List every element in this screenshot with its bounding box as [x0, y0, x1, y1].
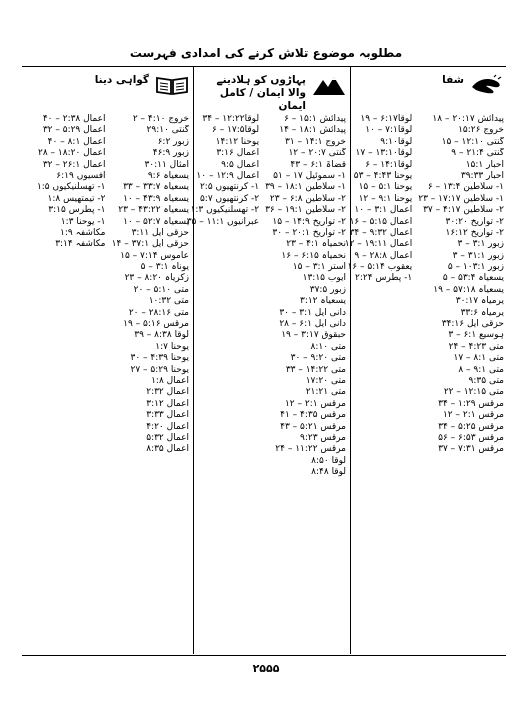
column-heading [356, 74, 504, 114]
index-entry: حزقی ایل ۳۷:۱ – ۱۴ [111, 239, 189, 250]
index-entry: متی ۸:۱ – ۱۷ [453, 353, 504, 364]
index-entry: متی ۱۴:۲۲ – ۳۳ [285, 364, 346, 375]
index-entry: متی ۱۲:۱۵ – ۲۲ [443, 387, 504, 398]
index-entry: متی ۵:۱۰ – ۲۰ [133, 284, 189, 295]
index-entry: یرمیاہ ۳۳:۶ [460, 307, 504, 318]
index-entry: لوقا ۸:۳۸ – ۳۹ [134, 330, 189, 341]
index-entry: اعمال ۱۲:۹ – ۱۰ [196, 170, 260, 181]
index-entry: ۱- سلاطین ۱۸:۱ – ۳۹ [265, 182, 346, 193]
index-entry: یسعیاہ ۵۷:۱۸ – ۱۹ [433, 284, 504, 295]
index-entry: اعمال ۲۶:۱ – ۳۲ [42, 159, 106, 170]
index-entry: گنتی ۱۲:۱۰ – ۱۵ [441, 136, 504, 147]
index-entry: خروج ۴:۱۰ – ۲ [132, 114, 189, 124]
index-entry: متی ۲۸:۱۶ – ۲۰ [128, 307, 189, 318]
index-entry: مرقس ۵:۱۶ – ۱۹ [123, 319, 189, 330]
index-entry: یسعیاہ ۳:۱۲ [299, 296, 346, 307]
index-entry: اعمال ۳:۱۶ [216, 148, 260, 159]
index-entry: نحمیاہ ۴:۱ – ۲۳ [286, 239, 346, 250]
open-book-icon [155, 74, 189, 96]
index-entry: لوقا۶:۱۷ – ۱۹ [360, 114, 413, 124]
index-entry: ۲- تواریخ ۱۴:۹ – ۱۵ [272, 216, 346, 227]
index-entry: امثال ۳۰:۱۱ [144, 159, 189, 170]
index-entry: پیدائش ۱۸:۱ – ۱۴ [279, 125, 346, 136]
index-entry: یوحنا ۱۴:۱۲ [215, 136, 260, 147]
index-entry: ایوب ۱۳:۱۵ [302, 273, 346, 284]
healing-hand-icon [470, 74, 504, 96]
index-entry: زبور ۳۱:۱ – ۳ [452, 250, 504, 261]
page-number: ۲۵۵۵ [252, 662, 280, 675]
index-entry: مرقس ۷:۳۱ – ۳۷ [438, 444, 504, 455]
index-entry: لوقا ۸:۵۰ [311, 455, 346, 466]
index-entry: اعمال ۴:۲۰ [146, 421, 189, 432]
index-entry: یسعیاہ ۵۲:۷ – ۱۰ [123, 216, 189, 227]
index-entry: احبار ۱۵:۱ [465, 159, 504, 170]
index-entry: یسعیاہ ۵۳:۴ – ۵ [442, 273, 504, 284]
index-entry: مرقس ۶:۵۳ – ۵۶ [438, 432, 504, 443]
index-entry: متی ۲۱:۲۱ [305, 387, 346, 398]
index-entry: اعمال ۱۸:۲۰ – ۲۸ [38, 148, 106, 159]
index-entry: مکاشفہ ۳:۱۴ [55, 239, 106, 250]
index-entry: ۱- یوحنا ۱:۳ [60, 216, 106, 227]
index-entry: اعمال ۹:۵ [221, 159, 260, 170]
index-entry: متی ۱۷:۲۰ [305, 375, 346, 386]
index-entry: یسعیاہ ۴۳:۹ – ۱۰ [123, 193, 189, 204]
index-entry: ۲- تواریخ ۳۰:۲۰ [445, 216, 504, 227]
index-entry: متی ۹:۱ – ۸ [458, 364, 504, 375]
index-entry: متی ۹:۳۵ [468, 375, 504, 386]
index-entry: لوقا ۸:۴۸ [311, 467, 346, 478]
index-entry: اعمال ۳:۱ – ۱۰ [354, 205, 413, 216]
index-entry: گنتی ۲۹:۱۰ [146, 125, 189, 136]
index-entry: ۱- پطرس ۲:۲۴ [355, 273, 413, 284]
index-entry: عاموس ۷:۱۴ – ۱۵ [120, 250, 189, 261]
entries-left [28, 114, 106, 456]
entries-right [265, 114, 346, 479]
index-entry: خروج ۱۵:۲۶ [458, 125, 504, 136]
index-entry: یوحنا ۱:۷ [155, 341, 189, 352]
index-entry: اعمال ۵:۲۹ – ۳۲ [42, 125, 106, 136]
index-entry: ہوسیع ۶:۱ – ۳ [448, 330, 504, 341]
index-entry: یوحنا ۵:۱ – ۱۵ [358, 182, 413, 193]
index-entry: یعقوب ۵:۱۴ – ۱۶ [347, 262, 413, 273]
index-entry: احبار ۳۹:۳۳ [460, 170, 504, 181]
index-entry: مرقس ۲:۱ – ۱۲ [284, 398, 346, 409]
index-entry: پیدائش ۲۰:۱۷ – ۱۸ [432, 114, 504, 124]
index-entry: آستر ۳:۱ – ۱۵ [292, 262, 346, 273]
heading-label: شفا [442, 74, 464, 86]
index-entry: ۲- تواریخ ۲۰:۱ – ۳۰ [272, 227, 346, 238]
index-entry: اعمال ۸:۳۵ [146, 444, 189, 455]
index-entry: یرمیاہ ۳۰:۱۷ [455, 296, 504, 307]
index-entry: قضاۃ ۶:۱ – ۴۳ [290, 159, 346, 170]
entries-right [112, 114, 190, 456]
index-entry: مکاشفہ ۱:۹ [60, 227, 106, 238]
index-entry: یوناہ ۳:۱ – ۵ [140, 262, 189, 273]
index-entry: ۲- تھسلنیکیوں ۱:۳ [190, 205, 260, 216]
index-entry: یوحنا ۹:۱ – ۱۲ [358, 193, 413, 204]
index-entry: یسعیاہ ۳۳:۷ – ۳۳ [123, 182, 189, 193]
index-entry: ۱- پطرس ۳:۱۵ [48, 205, 106, 216]
entries-right [418, 114, 504, 456]
index-entry: ۲- تیمتھیس ۱:۸ [47, 193, 106, 204]
index-entry: ۱- سلاطین ۱۳:۴ – ۶ [427, 182, 504, 193]
index-entry: زبور ۳:۱ – ۳ [457, 239, 504, 250]
index-entry: زکریاہ ۸:۲۰ – ۲۳ [124, 273, 189, 284]
index-entry: مرقس ۵:۲۱ – ۴۳ [280, 421, 346, 432]
index-entry: لوقا۱۷:۵ – ۶ [212, 125, 260, 136]
page-title: مطلوبہ موضوع تلاش کرنے کی امدادی فہرست [129, 46, 403, 60]
index-entry: گنتی ۲۰:۷ – ۱۲ [288, 148, 346, 159]
index-entry: اعمال ۵:۳۲ [146, 432, 189, 443]
index-entry: ۲- کرنتھیوں ۵:۷ [199, 193, 260, 204]
index-entry: مرقس ۱۱:۲۲ – ۲۴ [275, 444, 346, 455]
index-entry: یوحنا ۴:۴۳ – ۵۳ [353, 170, 413, 181]
index-entry: اعمال ۲:۳۲ [146, 387, 189, 398]
index-entry: زبور ۶:۲ [157, 136, 189, 147]
index-entry: اعمال ۳:۳۳ [146, 410, 189, 421]
heading-label: پہاڑوں کو ہلادینے والا ایمان / کامل ایمان [216, 74, 306, 112]
index-entry: افسیوں ۶:۱۹ [56, 170, 106, 181]
index-column-witness [28, 74, 189, 649]
index-entry: اعمال ۹:۳۲ – ۳۴ [349, 227, 413, 238]
index-entry: مرقس ۲:۱ – ۱۲ [442, 410, 504, 421]
entries-left [187, 114, 259, 479]
index-entry: اعمال ۱۹:۱۱ – ۱۲ [344, 239, 413, 250]
index-entry: گنتی ۲۱:۴ – ۹ [451, 148, 504, 159]
index-entry: اعمال ۱:۸ [151, 375, 189, 386]
index-entry: اعمال ۳:۱۲ [146, 398, 189, 409]
index-entry: اعمال ۵:۱۵ – ۱۶ [349, 216, 413, 227]
index-entry: زبور ۱۰۳:۱ – ۵ [447, 262, 504, 273]
index-entry: مرقس ۱:۲۹ – ۳۴ [438, 398, 504, 409]
index-entry: زبور ۳۷:۵ [309, 284, 346, 295]
index-entry: متی ۹:۲۰ – ۳۰ [290, 353, 346, 364]
index-entry: یوحنا ۴:۳۹ – ۳۰ [130, 353, 189, 364]
entries-left [345, 114, 413, 456]
mountains-icon [312, 74, 346, 96]
index-entry: نحمیاہ ۶:۱۵ – ۱۶ [281, 250, 346, 261]
index-entry: ۲- تواریخ ۱۶:۱۲ [445, 227, 504, 238]
index-entry: یسعیاہ ۴۳:۲۲ – ۲۳ [118, 205, 189, 216]
index-entry: لوقا۱۴:۱ – ۶ [365, 159, 413, 170]
index-entry: یسعیاہ ۹:۶ [147, 170, 189, 181]
index-entry: پیدائش ۱۵:۱ – ۶ [284, 114, 346, 124]
index-entry: مرقس ۵:۲۵ – ۳۴ [438, 421, 504, 432]
index-entry: اعمال ۸:۱ – ۴۰ [47, 136, 106, 147]
index-entry: ۱- کرنتھیوں ۲:۵ [199, 182, 260, 193]
index-entry: ۱- سلاطین ۱۷:۱۷ – ۲۳ [418, 193, 504, 204]
index-entry: دانی ایل ۶:۱ – ۲۸ [279, 319, 346, 330]
index-entry: متی ۸:۱۰ [310, 341, 346, 352]
heading-label: گواہی دینا [94, 74, 149, 86]
index-entry: دانی ایل ۳:۱ – ۳۰ [279, 307, 346, 318]
index-entry: خروج ۱۴:۱ – ۳۱ [285, 136, 346, 147]
index-column-faith [186, 74, 346, 649]
index-entry: لوقا۱۳:۱۰ – ۱۷ [355, 148, 413, 159]
index-entry: مرقس ۹:۲۳ [300, 432, 346, 443]
index-entry: ۲- سلاطین ۱۹:۱ – ۳۶ [265, 205, 346, 216]
index-entry: حزقی ایل ۳:۱۱ [131, 227, 189, 238]
index-entry: ۱- تھسلنیکیوں ۱:۵ [36, 182, 106, 193]
index-entry: اعمال ۲۸:۸ – ۹ [354, 250, 413, 261]
column-heading [199, 74, 346, 114]
index-entry: ۲- سلاطین ۴:۱۷ – ۳۷ [423, 205, 504, 216]
index-entry: لوقا۹:۱۰ [380, 136, 413, 147]
index-entry: ۲- سلاطین ۶:۸ – ۲۳ [269, 193, 346, 204]
index-entry: یوحنا ۵:۲۹ – ۲۷ [130, 364, 189, 375]
index-entry: حبقوق ۳:۱۷ – ۱۹ [281, 330, 346, 341]
index-entry: زبور ۴۶:۹ [152, 148, 189, 159]
column-heading [28, 74, 189, 114]
index-entry: عبرانیوں ۱۱:۱ – ۳۵ [186, 216, 260, 227]
index-entry: مرقس ۴:۳۵ – ۴۱ [280, 410, 346, 421]
index-entry: ۱- سموئیل ۱۷ – ۵۱ [273, 170, 346, 181]
index-entry: اعمال ۲:۳۸ – ۴۰ [42, 114, 106, 124]
index-entry: لوقا۱۲:۲۲ – ۳۴ [202, 114, 260, 124]
index-entry: متی ۴:۲۳ – ۲۴ [448, 341, 504, 352]
index-entry: لوقا۷:۱ – ۱۰ [365, 125, 413, 136]
index-column-healing [344, 74, 504, 649]
index-entry: متی ۱۰:۳۲ [148, 296, 189, 307]
index-entry: حزقی ایل ۳۴:۱۶ [441, 319, 504, 330]
